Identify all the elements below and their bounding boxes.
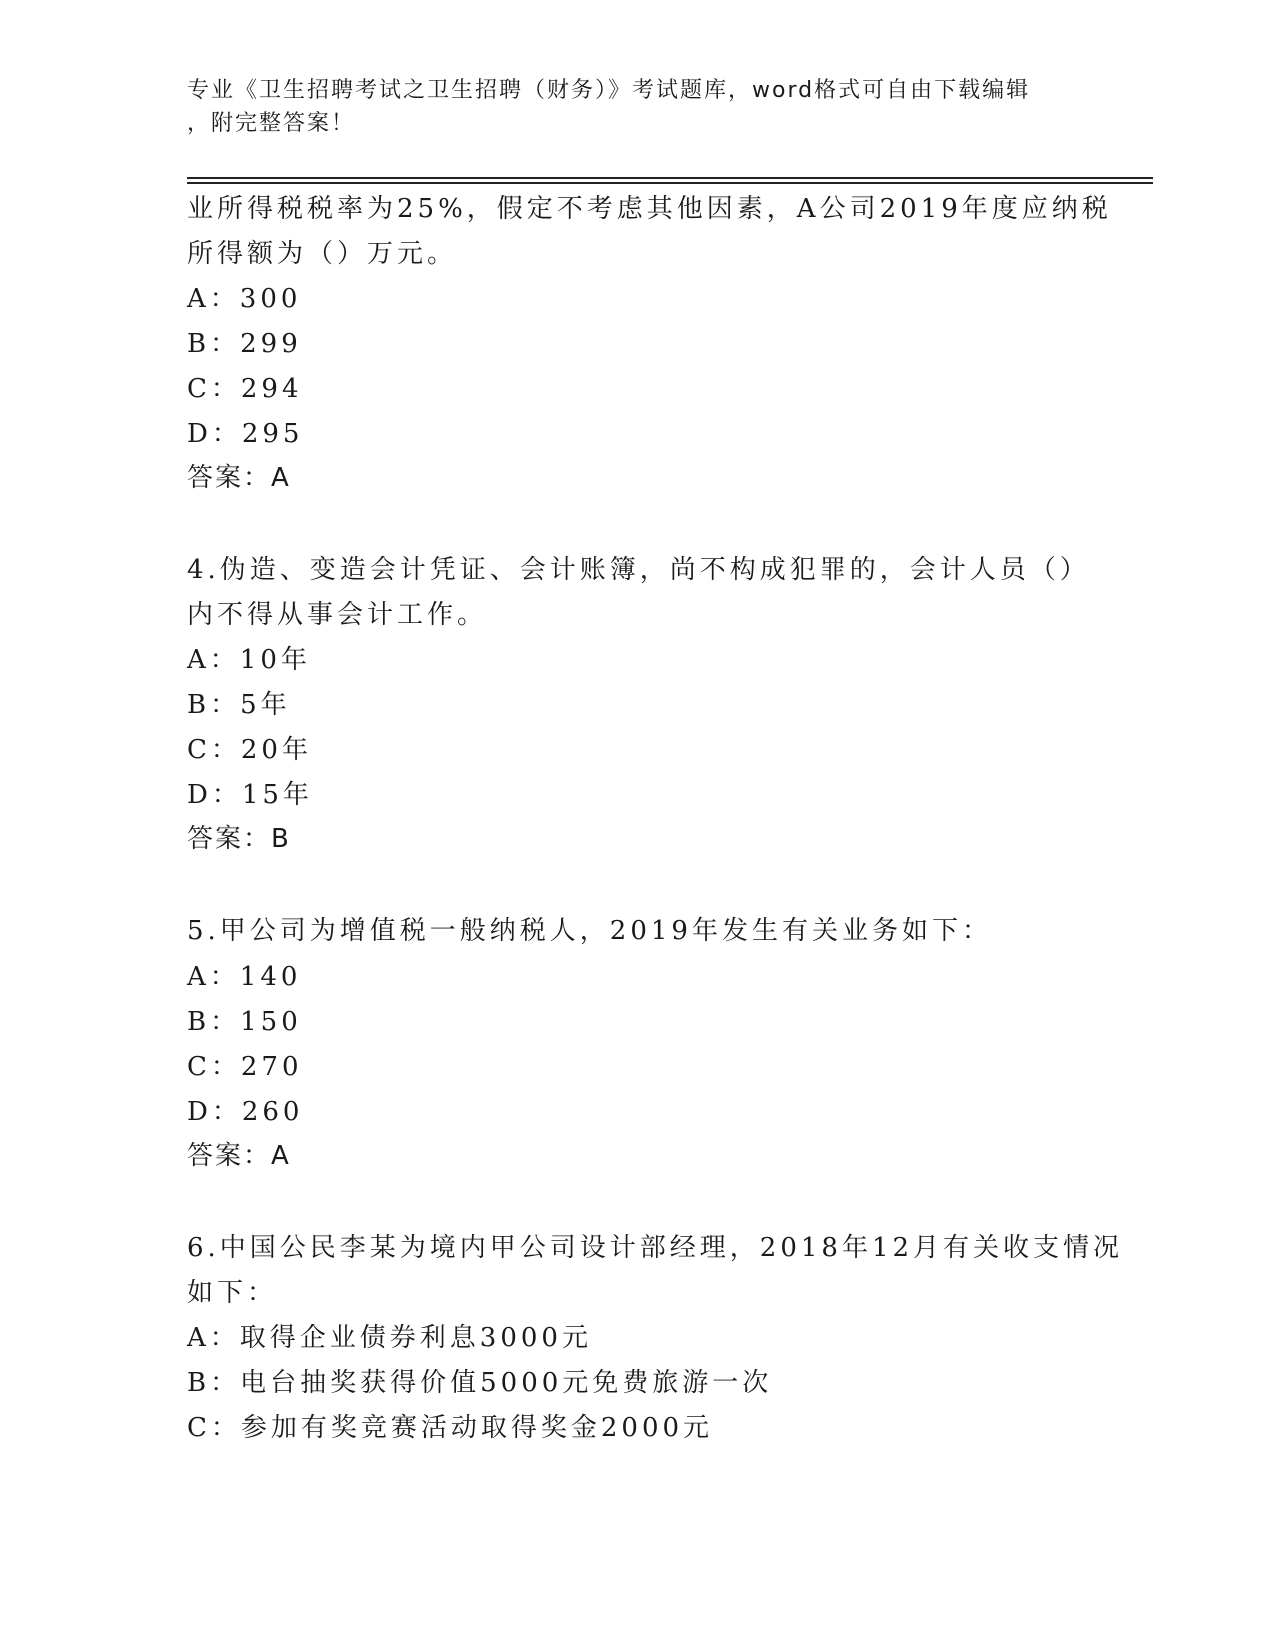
q3-option-d: D：295 [187, 419, 304, 449]
q5-option-c: C：270 [187, 1052, 303, 1082]
q5-option-a: A：140 [187, 962, 302, 992]
header-line-2: ，附完整答案！ [187, 111, 356, 136]
header-divider-bottom [187, 182, 1153, 184]
q6-stem-line-2: 如下： [187, 1278, 278, 1308]
header-divider-top [187, 177, 1153, 179]
q4-option-c: C：20年 [187, 735, 312, 765]
q3-option-a: A：300 [187, 284, 302, 314]
document-header [187, 74, 1067, 140]
q6-option-b: B：电台抽奖获得价值5000元免费旅游一次 [187, 1368, 773, 1398]
q4-answer: 答案：B [187, 824, 291, 854]
q4-option-d: D：15年 [187, 780, 313, 810]
q4-stem-line-2: 内不得从事会计工作。 [187, 600, 488, 630]
q3-stem-line-1: 业所得税税率为25%，假定不考虑其他因素，A公司2019年度应纳税 [187, 194, 1112, 224]
q6-option-c: C：参加有奖竞赛活动取得奖金2000元 [187, 1413, 714, 1443]
q5-option-b: B：150 [187, 1007, 302, 1037]
q3-stem-line-2: 所得额为（）万元。 [187, 239, 458, 269]
q5-answer: 答案：A [187, 1141, 291, 1171]
header-line-1: 专业《卫生招聘考试之卫生招聘（财务）》考试题库，word格式可自由下载编辑 [187, 78, 1031, 103]
q4-option-a: A：10年 [187, 645, 311, 675]
q6-stem-line-1: 6.中国公民李某为境内甲公司设计部经理，2018年12月有关收支情况 [187, 1233, 1124, 1263]
q3-option-b: B：299 [187, 329, 302, 359]
q4-option-b: B：5年 [187, 690, 291, 720]
q4-stem-line-1: 4.伪造、变造会计凭证、会计账簿，尚不构成犯罪的，会计人员（） [187, 555, 1090, 585]
q5-option-d: D：260 [187, 1097, 304, 1127]
q3-option-c: C：294 [187, 374, 303, 404]
q3-answer: 答案：A [187, 463, 291, 493]
q5-stem-line-1: 5.甲公司为增值税一般纳税人，2019年发生有关业务如下： [187, 916, 992, 946]
q6-option-a: A：取得企业债券利息3000元 [187, 1323, 592, 1353]
